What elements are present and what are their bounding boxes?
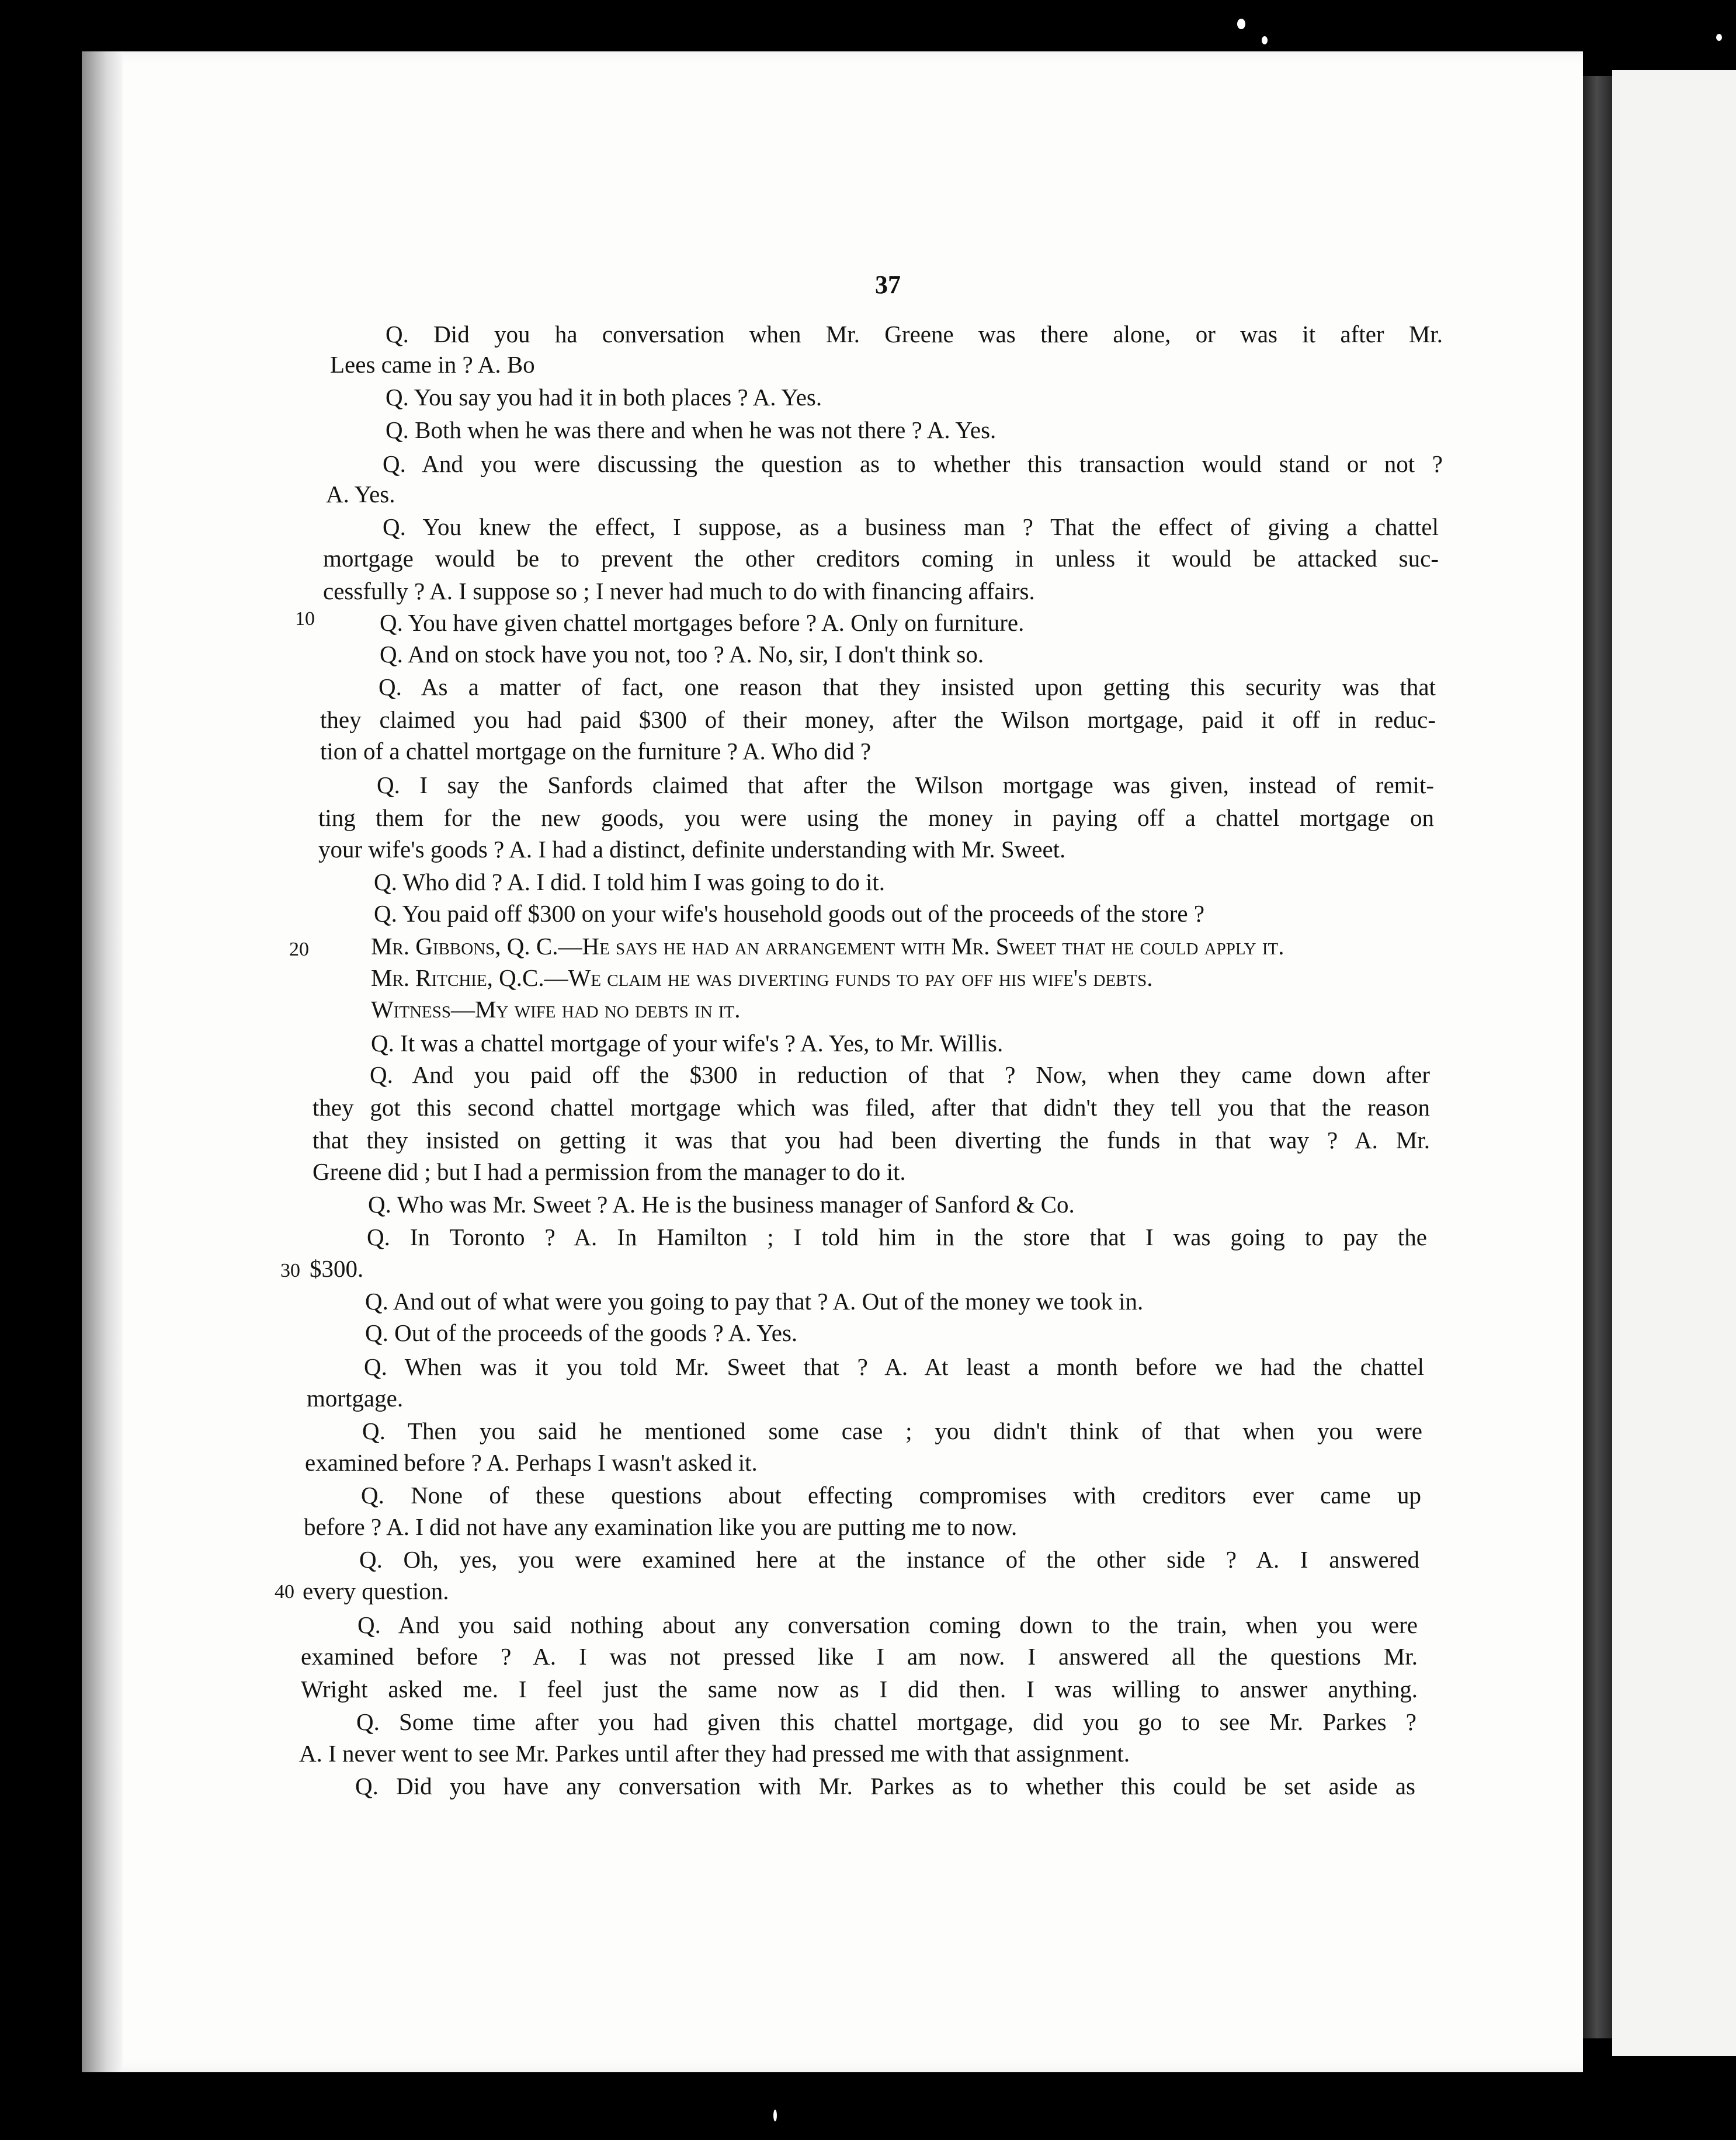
text-line: A. I never went to see Mr. Parkes until after they had pressed me with that assignment. <box>299 1740 1130 1767</box>
text-line: Q. I say the Sanfords claimed that after the Wilson mortgage was given, instead of remit- <box>377 772 1434 798</box>
text-line: before ? A. I did not have any examination like you are putting me to now. <box>304 1513 1018 1540</box>
text-line: Q. Both when he was there and when he was not there ? A. Yes. <box>386 416 997 443</box>
text-line: Q. And out of what were you going to pay that ? A. Out of the money we took in. <box>365 1288 1144 1315</box>
text-line: tion of a chattel mortgage on the furniture ? A. Who did ? <box>320 738 872 765</box>
text-line: mortgage. <box>307 1385 404 1412</box>
text-line: Q. It was a chattel mortgage of your wife's ? A. Yes, to Mr. Willis. <box>371 1030 1004 1057</box>
text-line: Q. Some time after you had given this chattel mortgage, did you go to see Mr. Parkes ? <box>356 1708 1416 1735</box>
text-line: $300. <box>310 1255 364 1282</box>
text-line: Q. Who did ? A. I did. I told him I was going to do it. <box>374 868 885 895</box>
text-line: Witness—My wife had no debts in it. <box>371 996 741 1023</box>
text-line: Q. In Toronto ? A. In Hamilton ; I told him in the store that I was going to pay the <box>367 1224 1427 1250</box>
text-line: Q. Did you have any conversation with Mr. Parkes as to whether this could be set aside as <box>355 1773 1415 1799</box>
text-line: examined before ? A. Perhaps I wasn't asked it. <box>305 1449 758 1476</box>
text-line: Q. Oh, yes, you were examined here at the instance of the other side ? A. I answered <box>359 1546 1419 1573</box>
text-line: Mr. Gibbons, Q. C.—He says he had an arrangement with Mr. Sweet that he could apply it. <box>371 933 1284 960</box>
line-number-marker: 40 <box>275 1581 294 1603</box>
text-line: Q. You say you had it in both places ? A. Yes. <box>386 384 822 411</box>
line-number-marker: 20 <box>289 939 309 960</box>
text-line: mortgage would be to prevent the other creditors coming in unless it would be attacked suc- <box>323 545 1439 572</box>
text-line: Q. You have given chattel mortgages before ? A. Only on furniture. <box>380 609 1025 636</box>
text-line: Q. Then you said he mentioned some case ; you didn't think of that when you were <box>362 1418 1422 1444</box>
line-number-marker: 10 <box>295 608 315 630</box>
text-line: Lees came in ? A. Bo <box>330 351 535 378</box>
text-line: every question. <box>303 1578 449 1604</box>
text-line: Q. When was it you told Mr. Sweet that ? A. At least a month before we had the chattel <box>364 1353 1424 1380</box>
text-line: they got this second chattel mortgage which was filed, after that didn't they tell you that the reason <box>313 1094 1430 1121</box>
page-number: 37 <box>875 270 901 299</box>
text-line: ting them for the new goods, you were using the money in paying off a chattel mortgage on <box>318 804 1434 831</box>
text-line: Q. Who was Mr. Sweet ? A. He is the business manager of Sanford & Co. <box>368 1191 1075 1218</box>
text-line: Q. And you paid off the $300 in reduction of that ? Now, when they came down after <box>370 1061 1430 1088</box>
text-line: Q. As a matter of fact, one reason that they insisted upon getting this security was that <box>379 673 1436 700</box>
text-line: Wright asked me. I feel just the same now as I did then. I was willing to answer anything. <box>301 1676 1418 1703</box>
text-line: they claimed you had paid $300 of their money, after the Wilson mortgage, paid it off in reduc- <box>320 706 1436 733</box>
text-line: examined before ? A. I was not pressed like I am now. I answered all the questions Mr. <box>301 1643 1418 1670</box>
text-line: your wife's goods ? A. I had a distinct, definite understanding with Mr. Sweet. <box>318 836 1066 863</box>
text-line: Q. Did you ha conversation when Mr. Greene was there alone, or was it after Mr. <box>386 321 1443 348</box>
text-line: Q. And on stock have you not, too ? A. No, sir, I don't think so. <box>380 641 984 668</box>
text-line: Mr. Ritchie, Q.C.—We claim he was diverting funds to pay off his wife's debts. <box>371 964 1153 991</box>
text-line: Q. And you were discussing the question as to whether this transaction would stand or not ? <box>383 450 1443 477</box>
line-number-marker: 30 <box>280 1260 300 1281</box>
text-line: Q. None of these questions about effecting compromises with creditors ever came up <box>361 1482 1421 1509</box>
text-line: cessfully ? A. I suppose so ; I never had much to do with financing affairs. <box>323 578 1035 605</box>
text-line: Greene did ; but I had a permission from the manager to do it. <box>313 1158 906 1185</box>
text-line: Q. You knew the effect, I suppose, as a business man ? That the effect of giving a chattel <box>383 513 1439 540</box>
text-line: A. Yes. <box>326 481 395 508</box>
text-line: Q. You paid off $300 on your wife's household goods out of the proceeds of the store ? <box>374 900 1205 927</box>
text-line: Q. And you said nothing about any conversation coming down to the train, when you were <box>357 1611 1418 1638</box>
text-line: Q. Out of the proceeds of the goods ? A. Yes. <box>365 1319 798 1346</box>
text-line: that they insisted on getting it was that you had been diverting the funds in that way ? A. Mr. <box>313 1127 1430 1154</box>
